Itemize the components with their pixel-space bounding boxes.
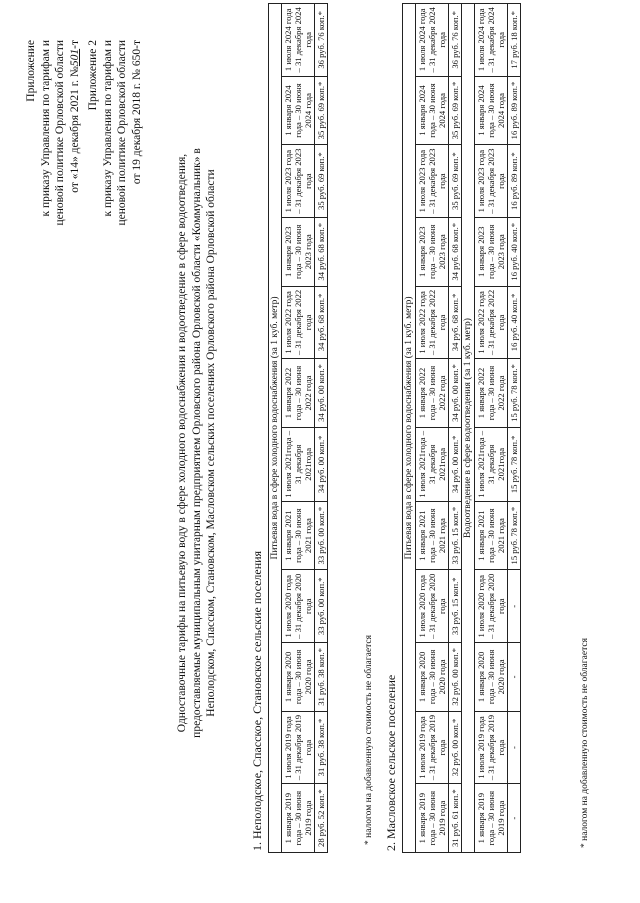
section1-heading: 1. Неполодское, Спасское, Становское сельские поселения <box>250 550 264 851</box>
period-cell: 1 января 2020 года – 30 июня 2020 года <box>475 643 508 712</box>
tariff-cell: 31 руб. 38 коп.* <box>315 643 328 712</box>
tariff-cell: 34 руб. 00 коп.* <box>315 427 328 501</box>
period-cell: 1 июля 2019 года – 31 декабря 2019 года <box>475 711 508 784</box>
period-cell: 1 января 2019 года – 30 июня 2019 года <box>475 784 508 853</box>
period-cell: 1 января 2022 года – 30 июня 2022 года <box>475 359 508 428</box>
period-row <box>282 4 315 853</box>
tariff-cell: - <box>508 643 521 712</box>
tariff-cell: 34 руб. 68 коп.* <box>315 217 328 286</box>
period-cell: 1 января 2021 года – 30 июня 2021 года <box>416 501 449 570</box>
period-cell: 1 января 2021 года – 30 июня 2021 года <box>282 501 315 570</box>
tariff-cell: 15 руб. 78 коп.* <box>508 427 521 501</box>
tariff-cell: 15 руб. 78 коп.* <box>508 501 521 570</box>
appendix-header <box>24 40 82 225</box>
document-title: Одноставочные тарифы на питьевую воду в сфере холодного водоснабжения и водоотведение в сфере водоотведения, предоставляемые муниципальным унитарным предприятием Орловского района Орловской области «Коммунальник» в Неполодском, Спасском, Становском, Масловском сельских поселениях Орловского района Орловской области <box>176 148 217 738</box>
table-group-header: Питьевая вода в сфере холодного водоснабжения (за 1 куб. метр) <box>403 4 416 853</box>
tariff-table-2 <box>402 3 521 853</box>
tariff-cell: 34 руб. 68 коп.* <box>449 217 462 286</box>
period-cell: 1 июля 2023 года – 31 декабря 2023 года <box>475 145 508 218</box>
tariff-cell: 34 руб. 00 коп.* <box>449 427 462 501</box>
appendix-label: Приложение <box>25 40 37 102</box>
tariff-cell: 32 руб. 00 коп.* <box>449 711 462 784</box>
period-cell: 1 июля 2020 года – 31 декабря 2020 года <box>282 570 315 643</box>
period-cell: 1 января 2019 года – 30 июня 2019 года <box>282 784 315 853</box>
order-date-line: от «14» декабря 2021 г. №501-т <box>68 40 81 193</box>
appendix2-label: Приложение 2 <box>87 40 99 111</box>
tariff-cell: 32 руб. 00 коп.* <box>449 643 462 712</box>
period-cell: 1 января 2024 года – 30 июня 2024 года <box>475 76 508 145</box>
tariff-row <box>508 4 521 853</box>
tariff-cell: - <box>508 570 521 643</box>
handwritten-number: 501 <box>68 48 81 67</box>
tariff-cell: 33 руб. 00 коп.* <box>315 570 328 643</box>
period-cell: 1 июля 2022 года – 31 декабря 2022 года <box>282 286 315 359</box>
tariff-cell: - <box>508 784 521 853</box>
period-cell: 1 июля 2024 года – 31 декабря 2024 года <box>475 4 508 77</box>
period-cell: 1 июля 2021года – 31 декабря 2021года <box>416 427 449 501</box>
period-cell: 1 июля 2020 года – 31 декабря 2020 года <box>475 570 508 643</box>
order2-line: к приказу Управления по тарифам и <box>101 40 114 217</box>
tariff-cell: - <box>508 711 521 784</box>
period-cell: 1 июля 2023 года – 31 декабря 2023 года <box>416 145 449 218</box>
period-cell: 1 января 2023 года – 30 июня 2023 года <box>282 217 315 286</box>
tariff-cell: 16 руб. 40 коп.* <box>508 286 521 359</box>
period-cell: 1 июля 2019 года – 31 декабря 2019 года <box>416 711 449 784</box>
tariff-cell: 28 руб. 52 коп.* <box>315 784 328 853</box>
tariff-cell: 33 руб. 15 коп.* <box>449 501 462 570</box>
authority-line: ценовой политике Орловской области <box>54 40 66 226</box>
tariff-cell: 33 руб. 00 коп.* <box>315 501 328 570</box>
tariff-cell: 31 руб. 61 коп.* <box>449 784 462 853</box>
period-cell: 1 июля 2022 года – 31 декабря 2022 года <box>475 286 508 359</box>
tariff-row <box>315 4 328 853</box>
period-cell: 1 января 2023 года – 30 июня 2023 года <box>475 217 508 286</box>
period-cell: 1 января 2020 года – 30 июня 2020 года <box>416 643 449 712</box>
tariff-cell: 34 руб. 68 коп.* <box>315 286 328 359</box>
period-cell: 1 июля 2019 года – 31 декабря 2019 года <box>282 711 315 784</box>
tariff-cell: 35 руб. 69 коп.* <box>449 145 462 218</box>
vat-footnote: * налогом на добавленную стоимость не облагается <box>580 638 590 848</box>
period-cell: 1 января 2022 года – 30 июня 2022 года <box>416 359 449 428</box>
period-cell: 1 января 2024 года – 30 июня 2024 года <box>282 76 315 145</box>
table-group-header: Питьевая вода в сфере холодного водоснабжения (за 1 куб. метр) <box>269 4 282 853</box>
tariff-cell: 34 руб. 00 коп.* <box>315 359 328 428</box>
tariff-cell: 16 руб. 89 коп.* <box>508 76 521 145</box>
tariff-cell: 33 руб. 15 коп.* <box>449 570 462 643</box>
period-cell: 1 июля 2021года – 31 декабря 2021года <box>282 427 315 501</box>
period-cell: 1 июля 2023 года – 31 декабря 2023 года <box>282 145 315 218</box>
tariff-cell: 17 руб. 18 коп.* <box>508 4 521 77</box>
tariff-cell: 34 руб. 00 коп.* <box>449 359 462 428</box>
vat-footnote: * налогом на добавленную стоимость не облагается <box>364 635 374 845</box>
tariff-cell: 35 руб. 69 коп.* <box>449 76 462 145</box>
period-cell: 1 января 2020 года – 30 июня 2020 года <box>282 643 315 712</box>
tariff-cell: 15 руб. 78 коп.* <box>508 359 521 428</box>
period-cell: 1 июля 2024 года – 31 декабря 2024 года <box>416 4 449 77</box>
tariff-cell: 35 руб. 69 коп.* <box>315 145 328 218</box>
table-group-header: Водоотведение в сфере водоотведения (за 1 куб. метр) <box>462 4 475 853</box>
period-row <box>416 4 449 853</box>
order2-date-line: от 19 декабря 2018 г. № 650-т <box>130 40 143 185</box>
tariff-cell: 35 руб. 69 коп.* <box>315 76 328 145</box>
period-cell: 1 января 2022 года – 30 июня 2022 года <box>282 359 315 428</box>
tariff-cell: 36 руб. 76 коп.* <box>315 4 328 77</box>
section2-heading: 2. Масловское сельское поселение <box>384 674 398 851</box>
tariff-cell: 31 руб. 38 коп.* <box>315 711 328 784</box>
tariff-row <box>449 4 462 853</box>
tariff-cell: 16 руб. 40 коп.* <box>508 217 521 286</box>
period-cell: 1 января 2021 года – 30 июня 2021 года <box>475 501 508 570</box>
period-cell: 1 января 2019 года – 30 июня 2019 года <box>416 784 449 853</box>
tariff-table-1 <box>268 3 328 853</box>
order-line: к приказу Управления по тарифам и <box>39 40 52 217</box>
period-cell: 1 января 2023 года – 30 июня 2023 года <box>416 217 449 286</box>
period-row <box>475 4 508 853</box>
tariff-cell: 34 руб. 68 коп.* <box>449 286 462 359</box>
period-cell: 1 июля 2021года – 31 декабря 2021года <box>475 427 508 501</box>
period-cell: 1 июля 2020 года – 31 декабря 2020 года <box>416 570 449 643</box>
tariff-cell: 36 руб. 76 коп.* <box>449 4 462 77</box>
period-cell: 1 июля 2024 года – 31 декабря 2024 года <box>282 4 315 77</box>
period-cell: 1 июля 2022 года – 31 декабря 2022 года <box>416 286 449 359</box>
appendix2-header <box>86 40 144 225</box>
period-cell: 1 января 2024 года – 30 июня 2024 года <box>416 76 449 145</box>
authority2-line: ценовой политике Орловской области <box>116 40 128 226</box>
tariff-cell: 16 руб. 89 коп.* <box>508 145 521 218</box>
